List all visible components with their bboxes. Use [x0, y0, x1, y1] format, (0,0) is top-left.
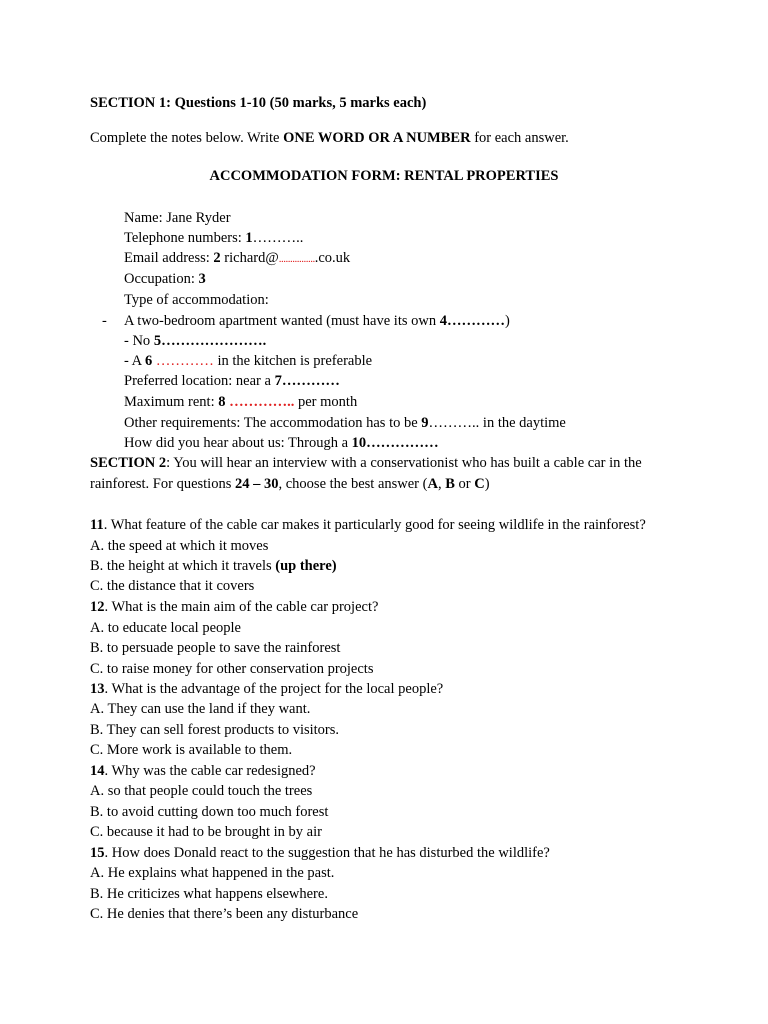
location-line: Preferred location: near a 7…………	[124, 373, 340, 389]
occupation-line: Occupation: 3	[124, 271, 206, 287]
question-12-option-a: A. to educate local people	[90, 620, 241, 636]
apartment-line: A two-bedroom apartment wanted (must have its own 4…………)	[124, 313, 510, 329]
section2-intro-line2: rainforest. For questions 24 – 30, choose the best answer (A, B or C)	[90, 476, 490, 492]
section1-instruction: Complete the notes below. Write ONE WORD OR A NUMBER for each answer.	[90, 130, 569, 146]
question-14-option-c: C. because it had to be brought in by air	[90, 824, 322, 840]
rent-line: Maximum rent: 8 ………….. per month	[124, 394, 358, 410]
section1-heading: SECTION 1: Questions 1-10 (50 marks, 5 marks each)	[90, 95, 427, 111]
question-13-option-c: C. More work is available to them.	[90, 742, 293, 758]
question-15-option-c: C. He denies that there’s been any disturbance	[90, 906, 359, 922]
question-12-option-b: B. to persuade people to save the rainforest	[90, 640, 341, 656]
hear-about-line: How did you hear about us: Through a 10……………	[124, 435, 439, 451]
no-line: - No 5………………….	[124, 333, 267, 349]
section2-intro-line1: SECTION 2: You will hear an interview with a conservationist who has built a cable car in the	[90, 455, 642, 471]
question-11-option-b: B. the height at which it travels (up there)	[90, 558, 337, 574]
question-15-option-b: B. He criticizes what happens elsewhere.	[90, 886, 328, 902]
question-14-option-b: B. to avoid cutting down too much forest	[90, 804, 329, 820]
list-dash: -	[102, 313, 107, 329]
question-12: 12. What is the main aim of the cable car project?	[90, 599, 379, 615]
name-line: Name: Jane Ryder	[124, 210, 231, 226]
question-11-option-a: A. the speed at which it moves	[90, 538, 269, 554]
question-15: 15. How does Donald react to the suggestion that he has disturbed the wildlife?	[90, 845, 550, 861]
question-13-option-a: A. They can use the land if they want.	[90, 701, 311, 717]
other-requirements-line: Other requirements: The accommodation has to be 9……….. in the daytime	[124, 415, 566, 431]
form-title: ACCOMMODATION FORM: RENTAL PROPERTIES	[209, 168, 559, 184]
question-11-option-c: C. the distance that it covers	[90, 578, 255, 594]
type-line: Type of accommodation:	[124, 292, 269, 308]
telephone-line: Telephone numbers: 1………..	[124, 230, 304, 246]
question-11: 11. What feature of the cable car makes it particularly good for seeing wildlife in the rainforest?	[90, 517, 646, 533]
a-line: - A 6 ………… in the kitchen is preferable	[124, 353, 373, 369]
question-13-option-b: B. They can sell forest products to visitors.	[90, 722, 340, 738]
question-15-option-a: A. He explains what happened in the past.	[90, 865, 335, 881]
question-14-option-a: A. so that people could touch the trees	[90, 783, 313, 799]
email-line: Email address: 2 richard@.................co.uk	[124, 250, 351, 266]
question-13: 13. What is the advantage of the project for the local people?	[90, 681, 444, 697]
question-14: 14. Why was the cable car redesigned?	[90, 763, 316, 779]
question-12-option-c: C. to raise money for other conservation projects	[90, 661, 374, 677]
